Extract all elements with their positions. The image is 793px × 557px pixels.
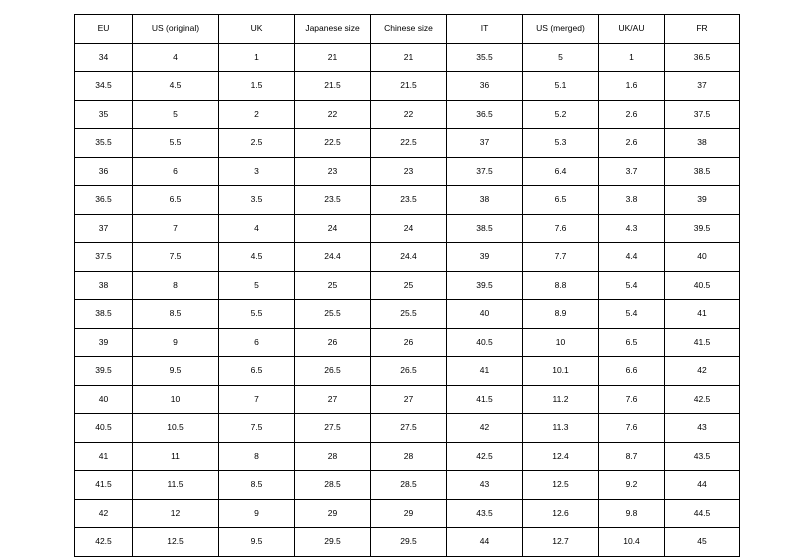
table-cell: 36 bbox=[447, 72, 523, 101]
table-cell: 38.5 bbox=[665, 157, 740, 186]
table-cell: 27.5 bbox=[295, 414, 371, 443]
table-cell: 7.6 bbox=[523, 214, 599, 243]
table-cell: 25.5 bbox=[295, 300, 371, 329]
table-header-row bbox=[75, 15, 740, 44]
column-header: US (original) bbox=[133, 15, 219, 44]
table-cell: 7.7 bbox=[523, 243, 599, 272]
table-cell: 42.5 bbox=[75, 528, 133, 557]
table-row bbox=[75, 357, 740, 386]
table-cell: 35 bbox=[75, 100, 133, 129]
table-row bbox=[75, 442, 740, 471]
table-cell: 9.8 bbox=[599, 499, 665, 528]
table-cell: 4.5 bbox=[219, 243, 295, 272]
table-cell: 36 bbox=[75, 157, 133, 186]
table-cell: 3 bbox=[219, 157, 295, 186]
table-cell: 35.5 bbox=[447, 43, 523, 72]
table-cell: 40 bbox=[665, 243, 740, 272]
table-cell: 9 bbox=[133, 328, 219, 357]
table-cell: 8.7 bbox=[599, 442, 665, 471]
table-header bbox=[75, 15, 740, 44]
table-cell: 41.5 bbox=[447, 385, 523, 414]
table-cell: 6.5 bbox=[133, 186, 219, 215]
table-cell: 28.5 bbox=[371, 471, 447, 500]
table-row bbox=[75, 528, 740, 557]
table-cell: 1 bbox=[219, 43, 295, 72]
table-cell: 4 bbox=[133, 43, 219, 72]
table-cell: 37.5 bbox=[447, 157, 523, 186]
table-cell: 6.6 bbox=[599, 357, 665, 386]
table-cell: 21 bbox=[295, 43, 371, 72]
table-row bbox=[75, 157, 740, 186]
table-cell: 5.4 bbox=[599, 300, 665, 329]
table-cell: 7.6 bbox=[599, 414, 665, 443]
table-cell: 22 bbox=[295, 100, 371, 129]
table-cell: 34.5 bbox=[75, 72, 133, 101]
table-cell: 5.5 bbox=[133, 129, 219, 158]
table-cell: 6.5 bbox=[599, 328, 665, 357]
table-cell: 3.8 bbox=[599, 186, 665, 215]
table-cell: 36.5 bbox=[447, 100, 523, 129]
table-cell: 12.6 bbox=[523, 499, 599, 528]
table-cell: 42 bbox=[665, 357, 740, 386]
table-row bbox=[75, 385, 740, 414]
table-row bbox=[75, 414, 740, 443]
table-cell: 45 bbox=[665, 528, 740, 557]
table-cell: 21.5 bbox=[295, 72, 371, 101]
table-cell: 43 bbox=[447, 471, 523, 500]
table-cell: 4.4 bbox=[599, 243, 665, 272]
table-cell: 12.4 bbox=[523, 442, 599, 471]
table-cell: 9.5 bbox=[219, 528, 295, 557]
table-cell: 40 bbox=[447, 300, 523, 329]
table-row bbox=[75, 300, 740, 329]
table-cell: 43.5 bbox=[447, 499, 523, 528]
table-cell: 10.5 bbox=[133, 414, 219, 443]
table-cell: 42.5 bbox=[665, 385, 740, 414]
table-cell: 23 bbox=[371, 157, 447, 186]
table-cell: 2.5 bbox=[219, 129, 295, 158]
table-cell: 5.3 bbox=[523, 129, 599, 158]
table-cell: 29 bbox=[371, 499, 447, 528]
table-cell: 8.5 bbox=[219, 471, 295, 500]
size-conversion-table-wrapper bbox=[74, 14, 719, 557]
table-cell: 1 bbox=[599, 43, 665, 72]
table-cell: 10 bbox=[523, 328, 599, 357]
table-cell: 24 bbox=[371, 214, 447, 243]
table-cell: 25 bbox=[295, 271, 371, 300]
table-cell: 11 bbox=[133, 442, 219, 471]
table-cell: 2.6 bbox=[599, 129, 665, 158]
table-row bbox=[75, 186, 740, 215]
table-cell: 44.5 bbox=[665, 499, 740, 528]
table-cell: 5 bbox=[133, 100, 219, 129]
table-cell: 41 bbox=[665, 300, 740, 329]
table-cell: 21.5 bbox=[371, 72, 447, 101]
table-cell: 7.5 bbox=[219, 414, 295, 443]
table-cell: 25.5 bbox=[371, 300, 447, 329]
table-cell: 26.5 bbox=[295, 357, 371, 386]
table-cell: 4.5 bbox=[133, 72, 219, 101]
table-cell: 5 bbox=[219, 271, 295, 300]
table-cell: 22.5 bbox=[295, 129, 371, 158]
table-cell: 34 bbox=[75, 43, 133, 72]
table-cell: 38 bbox=[665, 129, 740, 158]
table-row bbox=[75, 214, 740, 243]
table-cell: 35.5 bbox=[75, 129, 133, 158]
table-cell: 37 bbox=[665, 72, 740, 101]
table-body bbox=[75, 43, 740, 556]
table-cell: 1.6 bbox=[599, 72, 665, 101]
table-cell: 11.5 bbox=[133, 471, 219, 500]
table-cell: 39 bbox=[665, 186, 740, 215]
table-cell: 8.9 bbox=[523, 300, 599, 329]
table-cell: 42 bbox=[447, 414, 523, 443]
table-row bbox=[75, 328, 740, 357]
table-cell: 44 bbox=[665, 471, 740, 500]
table-row bbox=[75, 471, 740, 500]
table-cell: 9.5 bbox=[133, 357, 219, 386]
table-cell: 37 bbox=[447, 129, 523, 158]
table-cell: 37.5 bbox=[75, 243, 133, 272]
table-cell: 23 bbox=[295, 157, 371, 186]
table-cell: 27 bbox=[371, 385, 447, 414]
table-cell: 12.5 bbox=[133, 528, 219, 557]
table-cell: 23.5 bbox=[295, 186, 371, 215]
column-header: UK/AU bbox=[599, 15, 665, 44]
table-cell: 8.8 bbox=[523, 271, 599, 300]
table-cell: 44 bbox=[447, 528, 523, 557]
table-cell: 43 bbox=[665, 414, 740, 443]
table-cell: 5.4 bbox=[599, 271, 665, 300]
table-cell: 28.5 bbox=[295, 471, 371, 500]
table-cell: 9.2 bbox=[599, 471, 665, 500]
table-cell: 10.1 bbox=[523, 357, 599, 386]
table-cell: 24.4 bbox=[371, 243, 447, 272]
column-header: FR bbox=[665, 15, 740, 44]
table-cell: 38.5 bbox=[447, 214, 523, 243]
table-cell: 27.5 bbox=[371, 414, 447, 443]
table-cell: 40.5 bbox=[75, 414, 133, 443]
column-header: Chinese size bbox=[371, 15, 447, 44]
table-row bbox=[75, 129, 740, 158]
table-cell: 12 bbox=[133, 499, 219, 528]
table-cell: 7.6 bbox=[599, 385, 665, 414]
size-conversion-table bbox=[74, 14, 740, 557]
table-row bbox=[75, 100, 740, 129]
table-cell: 12.5 bbox=[523, 471, 599, 500]
table-cell: 36.5 bbox=[75, 186, 133, 215]
table-cell: 22 bbox=[371, 100, 447, 129]
table-cell: 5.1 bbox=[523, 72, 599, 101]
table-cell: 5.2 bbox=[523, 100, 599, 129]
table-cell: 5 bbox=[523, 43, 599, 72]
table-cell: 11.3 bbox=[523, 414, 599, 443]
table-cell: 43.5 bbox=[665, 442, 740, 471]
table-cell: 29.5 bbox=[371, 528, 447, 557]
table-cell: 7 bbox=[133, 214, 219, 243]
table-cell: 6 bbox=[133, 157, 219, 186]
table-cell: 24.4 bbox=[295, 243, 371, 272]
table-cell: 10 bbox=[133, 385, 219, 414]
table-cell: 8 bbox=[133, 271, 219, 300]
table-cell: 38.5 bbox=[75, 300, 133, 329]
table-cell: 6 bbox=[219, 328, 295, 357]
table-cell: 40 bbox=[75, 385, 133, 414]
table-cell: 21 bbox=[371, 43, 447, 72]
column-header: US (merged) bbox=[523, 15, 599, 44]
table-cell: 25 bbox=[371, 271, 447, 300]
table-cell: 4.3 bbox=[599, 214, 665, 243]
table-cell: 26.5 bbox=[371, 357, 447, 386]
table-cell: 6.5 bbox=[523, 186, 599, 215]
table-cell: 38 bbox=[75, 271, 133, 300]
table-cell: 38 bbox=[447, 186, 523, 215]
table-cell: 41 bbox=[75, 442, 133, 471]
table-cell: 37.5 bbox=[665, 100, 740, 129]
table-cell: 22.5 bbox=[371, 129, 447, 158]
table-cell: 39 bbox=[447, 243, 523, 272]
table-cell: 27 bbox=[295, 385, 371, 414]
table-cell: 2.6 bbox=[599, 100, 665, 129]
table-cell: 41.5 bbox=[665, 328, 740, 357]
table-cell: 42.5 bbox=[447, 442, 523, 471]
table-row bbox=[75, 72, 740, 101]
table-row bbox=[75, 271, 740, 300]
table-cell: 39 bbox=[75, 328, 133, 357]
table-cell: 39.5 bbox=[665, 214, 740, 243]
table-cell: 5.5 bbox=[219, 300, 295, 329]
table-cell: 42 bbox=[75, 499, 133, 528]
table-row bbox=[75, 499, 740, 528]
table-cell: 40.5 bbox=[447, 328, 523, 357]
table-cell: 29 bbox=[295, 499, 371, 528]
column-header: Japanese size bbox=[295, 15, 371, 44]
table-cell: 36.5 bbox=[665, 43, 740, 72]
table-cell: 39.5 bbox=[447, 271, 523, 300]
table-cell: 23.5 bbox=[371, 186, 447, 215]
table-cell: 26 bbox=[371, 328, 447, 357]
table-cell: 29.5 bbox=[295, 528, 371, 557]
table-cell: 7.5 bbox=[133, 243, 219, 272]
table-cell: 10.4 bbox=[599, 528, 665, 557]
table-cell: 39.5 bbox=[75, 357, 133, 386]
table-row bbox=[75, 243, 740, 272]
column-header: UK bbox=[219, 15, 295, 44]
table-cell: 3.7 bbox=[599, 157, 665, 186]
table-cell: 2 bbox=[219, 100, 295, 129]
table-row bbox=[75, 43, 740, 72]
table-cell: 12.7 bbox=[523, 528, 599, 557]
table-cell: 4 bbox=[219, 214, 295, 243]
table-cell: 41.5 bbox=[75, 471, 133, 500]
column-header: IT bbox=[447, 15, 523, 44]
table-cell: 9 bbox=[219, 499, 295, 528]
column-header: EU bbox=[75, 15, 133, 44]
table-cell: 40.5 bbox=[665, 271, 740, 300]
table-cell: 11.2 bbox=[523, 385, 599, 414]
table-cell: 7 bbox=[219, 385, 295, 414]
table-cell: 8 bbox=[219, 442, 295, 471]
table-cell: 28 bbox=[295, 442, 371, 471]
table-cell: 28 bbox=[371, 442, 447, 471]
table-cell: 41 bbox=[447, 357, 523, 386]
table-cell: 6.5 bbox=[219, 357, 295, 386]
table-cell: 24 bbox=[295, 214, 371, 243]
table-cell: 37 bbox=[75, 214, 133, 243]
table-cell: 6.4 bbox=[523, 157, 599, 186]
table-cell: 26 bbox=[295, 328, 371, 357]
table-cell: 8.5 bbox=[133, 300, 219, 329]
table-cell: 3.5 bbox=[219, 186, 295, 215]
table-cell: 1.5 bbox=[219, 72, 295, 101]
